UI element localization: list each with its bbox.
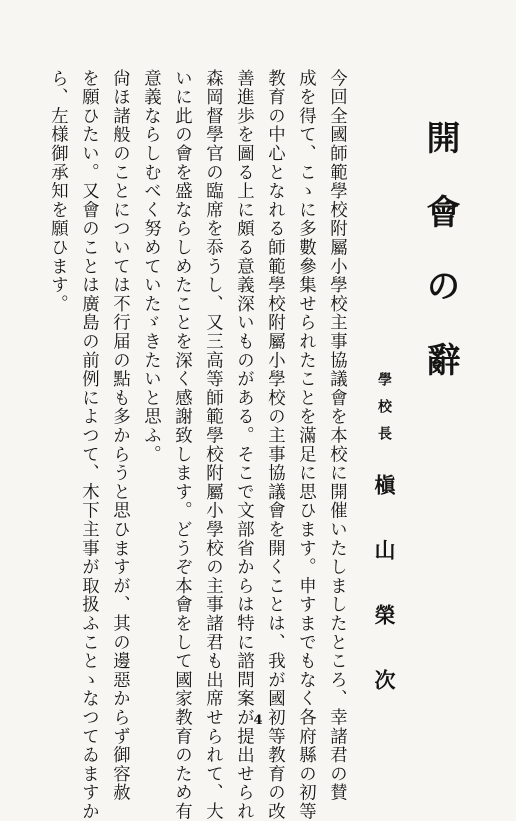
body-line: ら、左様御承知を願ひます。 xyxy=(47,69,68,314)
author-name: 槇山榮次 xyxy=(372,474,397,734)
body-line: 教育の中心となれる師範學校附屬小學校の主事協議會を開くことは、我が國初等教育の改 xyxy=(264,69,285,821)
page-number: 4 xyxy=(253,713,263,728)
body-line: 尙ほ諸般のことについては不行届の點も多からうと思ひますが、其の邊惡からず御容赦 xyxy=(109,69,130,803)
body-line: 森岡督學官の臨席を忝うし、又三高等師範學校附屬小學校の主事諸君も出席せられて、大 xyxy=(202,69,223,821)
body-line: いに此の會を盛ならしめたことを深く感謝致します。どうぞ本會をして國家教育のため有 xyxy=(171,69,192,821)
body-line: 成を得て、こゝに多數參集せられたことを滿足に思ひます。申すまでもなく各府縣の初等 xyxy=(295,69,316,821)
body-line: 今回全國師範學校附屬小學校主事協議會を本校に開催いたしましたところ、幸諸君の賛 xyxy=(326,69,347,803)
body-line: を願ひたい。又會のことは廣島の前例によつて、木下主事が取扱ふことゝなつてゐますか xyxy=(78,69,99,821)
document-title: 開會の辭 xyxy=(420,120,460,416)
body-line: 善進歩を圖る上に頗る意義深いものがある。そこで文部省からは特に諮問案が提出せられ xyxy=(233,69,254,821)
author-role: 學校長 xyxy=(376,372,392,453)
body-line: 意義ならしむべく努めていたゞきたいと思ふ。 xyxy=(140,69,161,464)
